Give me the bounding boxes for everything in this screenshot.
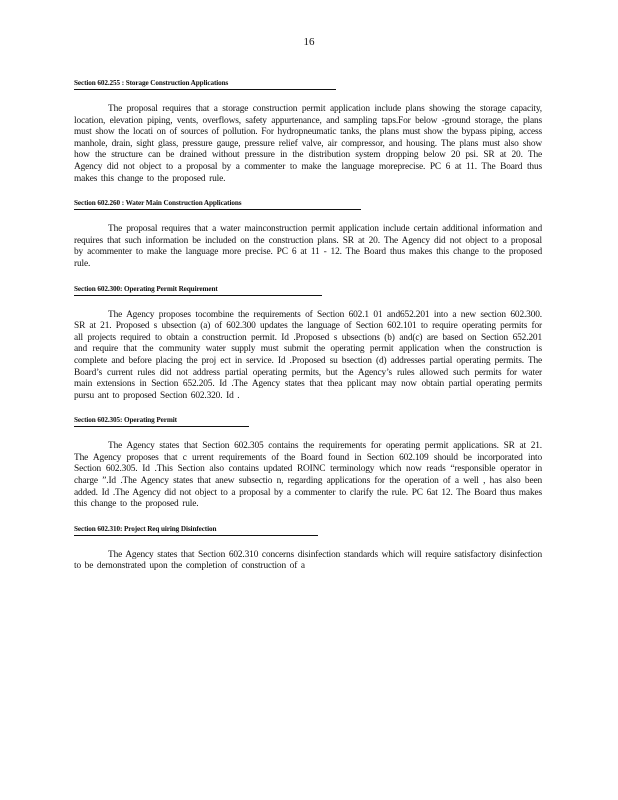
section-paragraph: The Agency states that Section 602.310 concerns disinfection standards which will require satisfactory disinfection to be demonstrated upon the completion of construction of a [74, 549, 542, 572]
section-paragraph: The Agency proposes tocombine the requirements of Section 602.1 01 and652.201 into a new section 602.300. SR at 21. Proposed s ubsection (a) of 602.300 updates the language of Section 602.101 to require operating permits for all projects required to obtain a construction permit. Id .Proposed s ubsections (b) and(c) are based on Section 652.201 and require that the community water supply must submit the operating permit application when the construction is complete and before placing the proj ect in service. Id .Proposed su bsection (d) addresses partial operating permits. The Board’s current rules did not address partial operating permits, but the Agency’s rules allowed such permits for water main extensions in Section 652.205. Id .The Agency states that thea pplicant may now obtain partial operating permits pursu ant to proposed Section 602.320. Id . [74, 309, 542, 401]
section-heading: Section 602.255 : Storage Construction Applications [74, 78, 336, 90]
section-heading: Section 602.305: Operating Permit [74, 415, 249, 427]
section-paragraph: The proposal requires that a water mainconstruction permit application include certain additional information and requires that such information be included on the construction plans. SR at 20. The Agency did not object to a proposal by acommenter to make the language more precise. PC 6 at 11 - 12. The Board thus makes this change to the proposed rule. [74, 224, 542, 269]
section-602-300 [74, 278, 542, 403]
section-602-255 [74, 72, 542, 185]
section-602-305 [74, 409, 542, 511]
section-paragraph: The Agency states that Section 602.305 contains the requirements for operating permit applications. SR at 21. The Agency proposes that c urrent requirements of the Board found in Section 602.109 should be incorporated into Section 602.305. Id .This Section also contains updated ROINC terminology which now reads “responsible operator in charge ”.Id .The Agency states that anew subsectio n, regarding applications for the operation of a well , has also been added. Id .The Agency did not object to a proposal by a commenter to clarify the rule. PC 6at 12. The Board thus makes this change to the proposed rule. [74, 441, 542, 510]
section-heading: Section 602.310: Project Req uiring Disinfection [74, 524, 318, 536]
section-heading: Section 602.300: Operating Permit Requirement [74, 284, 322, 296]
page-number: 16 [303, 36, 315, 48]
section-paragraph: The proposal requires that a storage construction permit application include plans showing the storage capacity, location, elevation piping, vents, overflows, safety appurtenance, and sampling taps.For below -ground storage, the plans must show the locati on of sources of pollution. For hydropneumatic tanks, the plans must show the bypass piping, access manhole, drain, sight glass, pressure gauge, pressure relief valve, air compressor, and housing. The plans must also show how the structure can be drained without pressure in the distribution system dropping below 20 psi. SR at 20. The Agency did not object to a proposal by a commenter to make the language moreprecise. PC 6 at 11. The Board thus makes this change to the proposed rule. [74, 104, 542, 184]
document-body [74, 72, 542, 580]
section-heading: Section 602.260 : Water Main Construction Applications [74, 198, 361, 210]
section-602-310 [74, 518, 542, 573]
section-602-260 [74, 192, 542, 270]
